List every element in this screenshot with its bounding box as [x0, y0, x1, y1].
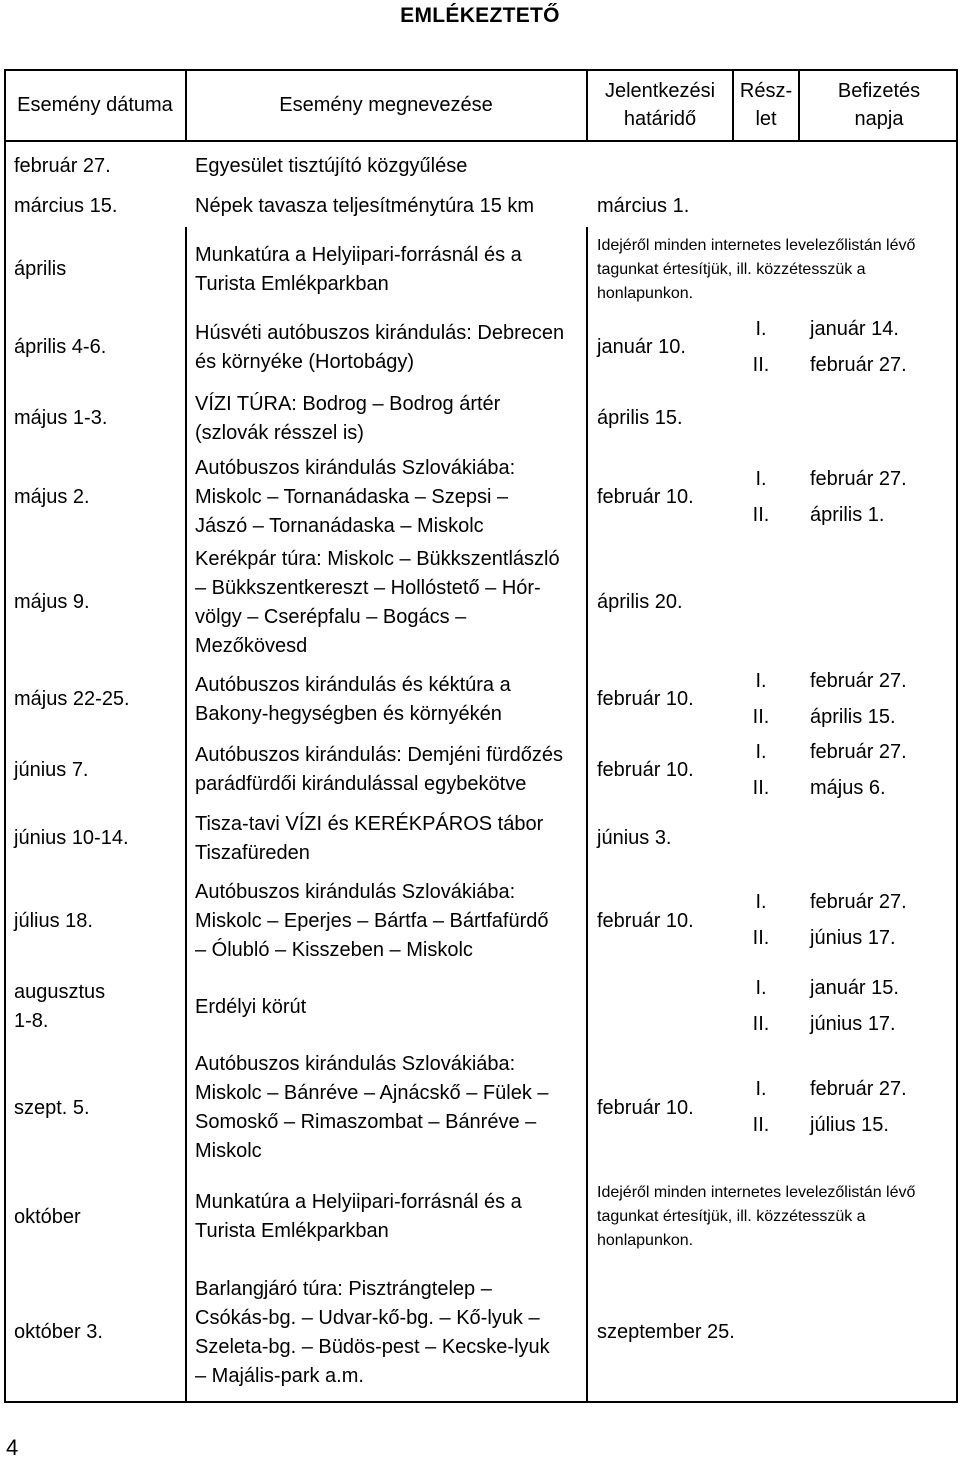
- registration-deadline: június 3.: [597, 827, 672, 849]
- installment-number: II.: [752, 1013, 770, 1035]
- installment-payment: [734, 315, 899, 344]
- event-name: Mezőkövesd: [195, 635, 308, 657]
- event-date: május 1-3.: [14, 407, 108, 429]
- event-date: június 10-14.: [14, 827, 129, 849]
- event-name: parádfürdői kirándulással egybekötve: [195, 773, 527, 795]
- event-name: Autóbuszos kirándulás és kéktúra a: [195, 674, 511, 696]
- registration-deadline: április 20.: [597, 591, 683, 613]
- header-payment-line2: napja: [854, 108, 904, 130]
- header-installment-line1: Rész-: [739, 80, 793, 102]
- installment-payment: [734, 924, 896, 953]
- header-payment-date: [800, 77, 958, 133]
- event-date: október: [14, 1206, 81, 1228]
- column-divider: [798, 69, 800, 140]
- registration-deadline: február 10.: [597, 1097, 694, 1119]
- installment-payment: [734, 1075, 907, 1104]
- event-note: Idejéről minden internetes levelezőlistán lévő: [597, 1184, 916, 1201]
- header-installment: [734, 77, 798, 133]
- event-name: Erdélyi körút: [195, 996, 307, 1018]
- event-name: Munkatúra a Helyiipari-forrásnál és a: [195, 244, 522, 266]
- payment-date: május 6.: [810, 777, 886, 799]
- registration-deadline: március 1.: [597, 195, 690, 217]
- event-name: Húsvéti autóbuszos kirándulás: Debrecen: [195, 322, 565, 344]
- event-name: – Majális-park a.m.: [195, 1365, 364, 1387]
- event-name: – Bükkszentkereszt – Hollóstető – Hór-: [195, 577, 541, 599]
- event-date: március 15.: [14, 195, 118, 217]
- installment-number: I.: [755, 741, 767, 763]
- payment-date: február 27.: [810, 354, 907, 376]
- event-note: honlapunkon.: [597, 285, 694, 302]
- event-date: február 27.: [14, 155, 111, 177]
- installment-number: II.: [752, 1114, 770, 1136]
- registration-deadline: április 15.: [597, 407, 683, 429]
- event-name: Jászó – Tornanádaska – Miskolc: [195, 515, 484, 537]
- installment-payment: [734, 774, 886, 803]
- header-deadline-line1: Jelentkezési: [604, 80, 716, 102]
- installment-payment: [734, 501, 884, 530]
- event-date: szept. 5.: [14, 1097, 90, 1119]
- event-name: Csókás-bg. – Udvar-kő-bg. – Kő-lyuk –: [195, 1307, 540, 1329]
- event-name: Miskolc – Bánréve – Ajnácskő – Fülek –: [195, 1082, 549, 1104]
- column-divider: [586, 69, 588, 140]
- event-name: Somoskő – Rimaszombat – Bánréve –: [195, 1111, 537, 1133]
- event-name: völgy – Cserépfalu – Bogács –: [195, 606, 467, 628]
- installment-number: I.: [755, 1078, 767, 1100]
- event-name: Autóbuszos kirándulás: Demjéni fürdőzés: [195, 744, 563, 766]
- event-date: április: [14, 258, 67, 280]
- registration-deadline: február 10.: [597, 688, 694, 710]
- installment-number: II.: [752, 777, 770, 799]
- header-divider: [4, 140, 958, 142]
- installment-number: I.: [755, 891, 767, 913]
- payment-date: február 27.: [810, 468, 907, 490]
- event-name: (szlovák résszel is): [195, 422, 364, 444]
- event-name: Népek tavasza teljesítménytúra 15 km: [195, 195, 535, 217]
- event-date: április 4-6.: [14, 336, 107, 358]
- event-name: Kerékpár túra: Miskolc – Bükkszentlászló: [195, 548, 560, 570]
- event-date: 1-8.: [14, 1010, 49, 1032]
- payment-date: február 27.: [810, 741, 907, 763]
- header-event-name: Esemény megnevezése: [279, 94, 493, 116]
- event-name: Barlangjáró túra: Pisztrángtelep –: [195, 1278, 492, 1300]
- payment-date: július 15.: [810, 1114, 889, 1136]
- column-divider: [185, 227, 187, 1403]
- event-date: május 22-25.: [14, 688, 130, 710]
- header-deadline-line2: határidő: [623, 108, 697, 130]
- event-name: Miskolc – Eperjes – Bártfa – Bártfafürdő: [195, 910, 549, 932]
- header-event-date: Esemény dátuma: [17, 94, 173, 116]
- event-name: és környéke (Hortobágy): [195, 351, 414, 373]
- event-name: Turista Emlékparkban: [195, 273, 389, 295]
- event-note: tagunkat értesítjük, ill. közzétesszük a: [597, 261, 866, 278]
- installment-payment: [734, 1111, 889, 1140]
- page-number: 4: [6, 1435, 19, 1460]
- event-name: Egyesület tisztújító közgyűlése: [195, 155, 468, 177]
- registration-deadline: február 10.: [597, 759, 694, 781]
- payment-date: június 17.: [810, 1013, 896, 1035]
- installment-payment: [734, 974, 899, 1003]
- installment-number: I.: [755, 318, 767, 340]
- payment-date: június 17.: [810, 927, 896, 949]
- payment-date: január 14.: [810, 318, 899, 340]
- installment-payment: [734, 465, 907, 494]
- event-note: tagunkat értesítjük, ill. közzétesszük a: [597, 1208, 866, 1225]
- event-note: honlapunkon.: [597, 1232, 694, 1249]
- event-date: június 7.: [14, 759, 89, 781]
- header-installment-line2: let: [755, 108, 777, 130]
- header-deadline: [588, 77, 732, 133]
- event-date: október 3.: [14, 1321, 103, 1343]
- column-divider: [586, 227, 588, 1403]
- event-date: augusztus: [14, 981, 106, 1003]
- event-date: május 9.: [14, 591, 90, 613]
- installment-payment: [734, 888, 907, 917]
- installment-number: I.: [755, 670, 767, 692]
- event-note: Idejéről minden internetes levelezőlistán lévő: [597, 237, 916, 254]
- event-name: – Ólubló – Kisszeben – Miskolc: [195, 939, 473, 961]
- installment-payment: [734, 667, 907, 696]
- event-name: Munkatúra a Helyiipari-forrásnál és a: [195, 1191, 522, 1213]
- column-divider: [185, 69, 187, 140]
- event-name: Bakony-hegységben és környékén: [195, 703, 502, 725]
- event-name: Miskolc – Tornanádaska – Szepsi –: [195, 486, 509, 508]
- event-name: Turista Emlékparkban: [195, 1220, 389, 1242]
- event-name: Autóbuszos kirándulás Szlovákiába:: [195, 1053, 516, 1075]
- event-name: Tiszafüreden: [195, 842, 310, 864]
- event-name: Miskolc: [195, 1140, 262, 1162]
- payment-date: február 27.: [810, 891, 907, 913]
- event-name: Tisza-tavi VÍZI és KERÉKPÁROS tábor: [195, 813, 544, 835]
- header-payment-line1: Befizetés: [837, 80, 921, 102]
- registration-deadline: szeptember 25.: [597, 1321, 735, 1343]
- registration-deadline: február 10.: [597, 486, 694, 508]
- registration-deadline: január 10.: [597, 336, 686, 358]
- installment-payment: [734, 738, 907, 767]
- installment-number: II.: [752, 354, 770, 376]
- event-name: Szeleta-bg. – Büdös-pest – Kecske-lyuk: [195, 1336, 550, 1358]
- installment-payment: [734, 703, 896, 732]
- payment-date: január 15.: [810, 977, 899, 999]
- column-divider: [732, 69, 734, 140]
- installment-number: I.: [755, 468, 767, 490]
- event-date: május 2.: [14, 486, 90, 508]
- installment-number: II.: [752, 706, 770, 728]
- installment-number: I.: [755, 977, 767, 999]
- installment-number: II.: [752, 504, 770, 526]
- payment-date: február 27.: [810, 670, 907, 692]
- payment-date: április 1.: [810, 504, 885, 526]
- payment-date: április 15.: [810, 706, 896, 728]
- installment-payment: [734, 1010, 896, 1039]
- event-name: Autóbuszos kirándulás Szlovákiába:: [195, 457, 516, 479]
- event-date: július 18.: [14, 910, 93, 932]
- installment-payment: [734, 351, 907, 380]
- installment-number: II.: [752, 927, 770, 949]
- page-title: EMLÉKEZTETŐ: [400, 4, 560, 27]
- event-name: Autóbuszos kirándulás Szlovákiába:: [195, 881, 516, 903]
- registration-deadline: február 10.: [597, 910, 694, 932]
- payment-date: február 27.: [810, 1078, 907, 1100]
- event-name: VÍZI TÚRA: Bodrog – Bodrog ártér: [195, 393, 501, 415]
